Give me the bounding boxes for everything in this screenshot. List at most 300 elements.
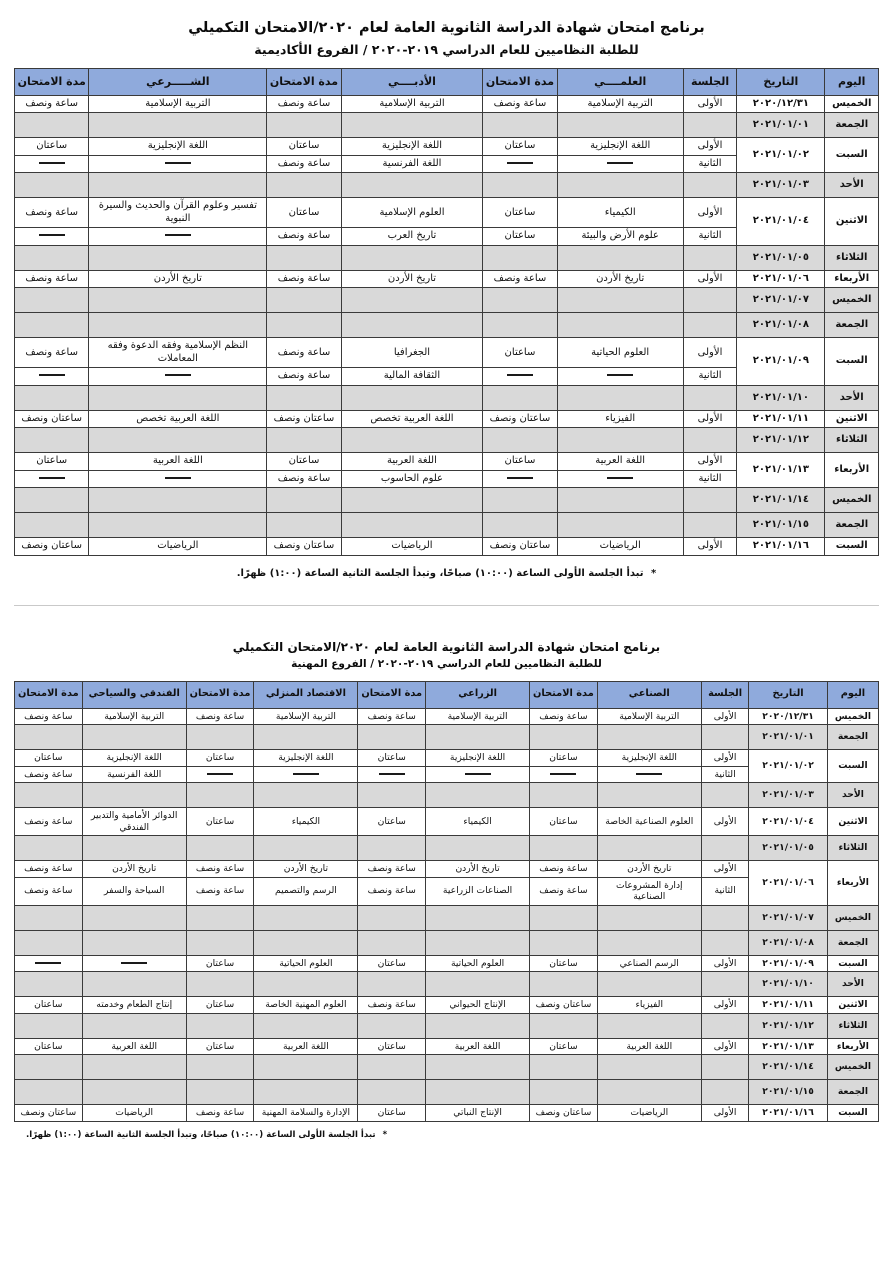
cell-duration (358, 1013, 426, 1038)
cell-date: ٢٠٢١/٠١/١٣ (749, 1038, 828, 1055)
cell-day: الخميس (825, 488, 879, 513)
cell-date: ٢٠٢١/٠١/١٥ (749, 1080, 828, 1105)
cell-subject (597, 725, 701, 750)
cell-session: الأولى (683, 338, 737, 368)
cell-subject (557, 368, 683, 386)
cell-date: ٢٠٢١/٠١/١١ (749, 997, 828, 1014)
cell-duration: ساعتان (15, 453, 89, 471)
table-row (15, 313, 879, 338)
cell-day: الأربعاء (825, 453, 879, 488)
cell-subject (89, 368, 267, 386)
cell-duration (15, 488, 89, 513)
cell-subject (254, 783, 358, 808)
cell-duration (483, 113, 557, 138)
cell-subject (254, 1080, 358, 1105)
cell-duration (15, 470, 89, 488)
cell-subject: اللغة الإنجليزية (597, 750, 701, 767)
cell-duration: ساعة ونصف (483, 270, 557, 288)
cell-duration (15, 725, 83, 750)
cell-subject: علوم الأرض والبيئة (557, 228, 683, 246)
cell-day: الأحد (825, 173, 879, 198)
no-exam-dash (39, 234, 65, 236)
cell-day: الجمعة (825, 113, 879, 138)
cell-subject (82, 836, 186, 861)
cell-day: الاثنين (827, 997, 878, 1014)
cell-subject (82, 930, 186, 955)
cell-subject: الإنتاج النباتي (426, 1105, 530, 1122)
sheet-gap (0, 606, 893, 630)
cell-day: الثلاثاء (825, 428, 879, 453)
cell-subject: الرياضيات (557, 538, 683, 556)
cell-subject: الإنتاج الحيواني (426, 997, 530, 1014)
cell-subject (557, 155, 683, 173)
cell-subject: اللغة الإنجليزية (254, 750, 358, 767)
cell-session (701, 1013, 748, 1038)
cell-duration (15, 1013, 83, 1038)
cell-day: الاثنين (825, 198, 879, 246)
cell-subject: التربية الإسلامية (597, 708, 701, 725)
cell-duration (483, 488, 557, 513)
cell-date: ٢٠٢٠/١٢/٣١ (737, 95, 825, 113)
cell-duration: ساعة ونصف (15, 95, 89, 113)
cell-session (683, 513, 737, 538)
cell-session: الأولى (701, 808, 748, 836)
vocational-titles (14, 638, 879, 673)
table-row (15, 270, 879, 288)
cell-duration (15, 245, 89, 270)
cell-duration (483, 513, 557, 538)
cell-duration: ساعتان (267, 138, 341, 156)
cell-subject: العلوم الإسلامية (341, 198, 483, 228)
cell-subject (597, 1013, 701, 1038)
cell-duration (15, 1055, 83, 1080)
table-row (15, 338, 879, 368)
cell-day: الجمعة (825, 313, 879, 338)
cell-duration (15, 836, 83, 861)
column-header: اليوم (825, 68, 879, 95)
cell-duration: ساعتان (483, 338, 557, 368)
academic-titles (14, 18, 879, 60)
cell-duration: ساعة ونصف (15, 708, 83, 725)
cell-subject (254, 1013, 358, 1038)
table-row (15, 113, 879, 138)
cell-session: الأولى (701, 1105, 748, 1122)
cell-subject: تاريخ الأردن (89, 270, 267, 288)
cell-duration: ساعتان (530, 808, 598, 836)
cell-duration (15, 288, 89, 313)
no-exam-dash (293, 773, 319, 775)
cell-subject: التربية الإسلامية (557, 95, 683, 113)
no-exam-dash (39, 162, 65, 164)
cell-subject: الرسم والتصميم (254, 877, 358, 905)
no-exam-dash (507, 162, 533, 164)
cell-date: ٢٠٢١/٠١/٠٥ (749, 836, 828, 861)
academic-title-sub: للطلبة النظاميين للعام الدراسي ٢٠١٩-٢٠٢٠ / الفروع الأكاديمية (254, 41, 639, 57)
cell-duration: ساعتان (15, 750, 83, 767)
cell-subject: تاريخ الأردن (254, 861, 358, 878)
table-row (15, 95, 879, 113)
cell-day: الخميس (827, 905, 878, 930)
cell-duration (483, 288, 557, 313)
cell-subject: الرياضيات (341, 538, 483, 556)
table-row (15, 783, 879, 808)
no-exam-dash (465, 773, 491, 775)
table-row (15, 1080, 879, 1105)
cell-duration (15, 173, 89, 198)
table-row (15, 428, 879, 453)
cell-duration: ساعة ونصف (267, 228, 341, 246)
cell-session: الأولى (701, 997, 748, 1014)
note-bullet-icon: * (651, 567, 657, 579)
cell-subject (597, 766, 701, 783)
cell-duration (530, 1055, 598, 1080)
cell-duration: ساعتان ونصف (530, 997, 598, 1014)
cell-session (683, 245, 737, 270)
cell-subject (89, 428, 267, 453)
cell-duration: ساعة ونصف (186, 1105, 254, 1122)
table-row (15, 138, 879, 156)
cell-subject (597, 1080, 701, 1105)
cell-duration: ساعتان (358, 750, 426, 767)
cell-date: ٢٠٢١/٠١/١١ (737, 410, 825, 428)
cell-subject: التربية الإسلامية (82, 708, 186, 725)
cell-duration (358, 930, 426, 955)
cell-duration (358, 766, 426, 783)
vocational-schedule-table (14, 681, 879, 1122)
cell-duration: ساعتان (15, 138, 89, 156)
cell-day: الاثنين (827, 808, 878, 836)
cell-duration (186, 1080, 254, 1105)
cell-duration: ساعتان (15, 1038, 83, 1055)
cell-date: ٢٠٢١/٠١/٠٩ (749, 955, 828, 972)
cell-duration: ساعة ونصف (530, 861, 598, 878)
cell-date: ٢٠٢١/٠١/٠٨ (749, 930, 828, 955)
cell-duration: ساعتان (530, 1038, 598, 1055)
note-bullet-icon: * (382, 1129, 388, 1140)
cell-duration (267, 173, 341, 198)
cell-duration: ساعتان (530, 750, 598, 767)
cell-session (701, 1055, 748, 1080)
table-row (15, 1038, 879, 1055)
cell-duration: ساعة ونصف (15, 766, 83, 783)
column-header: الاقتصاد المنزلي (254, 681, 358, 708)
cell-duration (358, 783, 426, 808)
column-header: الجلسة (683, 68, 737, 95)
column-header: مدة الامتحان (186, 681, 254, 708)
cell-subject (254, 972, 358, 997)
cell-subject (254, 1055, 358, 1080)
cell-day: الجمعة (827, 725, 878, 750)
cell-subject: اللغة الإنجليزية (426, 750, 530, 767)
cell-duration (15, 783, 83, 808)
cell-date: ٢٠٢١/٠١/٠٣ (749, 783, 828, 808)
cell-subject (597, 783, 701, 808)
cell-subject: الرياضيات (82, 1105, 186, 1122)
cell-duration (483, 368, 557, 386)
cell-subject (82, 905, 186, 930)
cell-date: ٢٠٢١/٠١/١٠ (737, 385, 825, 410)
cell-subject (426, 766, 530, 783)
cell-subject (254, 766, 358, 783)
cell-subject: الصناعات الزراعية (426, 877, 530, 905)
cell-duration (530, 930, 598, 955)
table-row (15, 930, 879, 955)
no-exam-dash (379, 773, 405, 775)
table-row (15, 173, 879, 198)
cell-duration (530, 783, 598, 808)
cell-duration: ساعة ونصف (15, 338, 89, 368)
cell-day: الأربعاء (825, 270, 879, 288)
cell-subject (82, 1055, 186, 1080)
table-row (15, 538, 879, 556)
cell-day: الاثنين (825, 410, 879, 428)
cell-duration (483, 245, 557, 270)
cell-session (683, 428, 737, 453)
cell-subject: الفيزياء (557, 410, 683, 428)
table-row (15, 750, 879, 767)
cell-date: ٢٠٢١/٠١/٠٩ (737, 338, 825, 386)
table-row (15, 997, 879, 1014)
table-row (15, 1105, 879, 1122)
cell-day: الأربعاء (827, 1038, 878, 1055)
cell-duration: ساعتان (267, 453, 341, 471)
cell-date: ٢٠٢١/٠١/٠٢ (737, 138, 825, 173)
cell-date: ٢٠٢١/٠١/١٣ (737, 453, 825, 488)
cell-date: ٢٠٢١/٠١/٠٥ (737, 245, 825, 270)
no-exam-dash (165, 477, 191, 479)
cell-subject: التربية الإسلامية (89, 95, 267, 113)
cell-subject (557, 245, 683, 270)
cell-day: السبت (827, 750, 878, 783)
cell-session: الأولى (701, 1038, 748, 1055)
table-row (15, 385, 879, 410)
cell-subject: إدارة المشروعات الصناعية (597, 877, 701, 905)
cell-session: الأولى (701, 955, 748, 972)
table-row (15, 905, 879, 930)
cell-duration: ساعتان (186, 955, 254, 972)
table-row (15, 288, 879, 313)
cell-duration: ساعتان (186, 997, 254, 1014)
cell-subject: الفيزياء (597, 997, 701, 1014)
cell-date: ٢٠٢٠/١٢/٣١ (749, 708, 828, 725)
cell-subject (426, 1055, 530, 1080)
cell-subject: اللغة العربية (254, 1038, 358, 1055)
cell-subject: العلوم المهنية الخاصة (254, 997, 358, 1014)
cell-session (683, 288, 737, 313)
vocational-note (14, 1130, 879, 1140)
academic-title-main: برنامج امتحان شهادة الدراسة الثانوية العامة لعام ٢٠٢٠/الامتحان التكميلي (188, 20, 705, 36)
table-row (15, 808, 879, 836)
cell-subject (557, 173, 683, 198)
column-header: الصناعي (597, 681, 701, 708)
cell-duration (186, 972, 254, 997)
cell-duration (530, 1080, 598, 1105)
cell-duration (15, 930, 83, 955)
cell-subject (557, 113, 683, 138)
cell-duration (15, 428, 89, 453)
cell-duration: ساعة ونصف (267, 338, 341, 368)
cell-date: ٢٠٢١/٠١/١٥ (737, 513, 825, 538)
table-row (15, 861, 879, 878)
cell-duration: ساعة ونصف (358, 861, 426, 878)
cell-subject: العلوم الحياتية (557, 338, 683, 368)
cell-subject (557, 488, 683, 513)
cell-duration: ساعة ونصف (267, 470, 341, 488)
cell-session: الأولى (683, 198, 737, 228)
cell-subject: تاريخ الأردن (426, 861, 530, 878)
cell-duration: ساعتان ونصف (15, 538, 89, 556)
cell-duration: ساعة ونصف (186, 708, 254, 725)
cell-subject (89, 245, 267, 270)
cell-subject: العلوم الحياتية (254, 955, 358, 972)
cell-date: ٢٠٢١/٠١/١٤ (749, 1055, 828, 1080)
cell-duration: ساعتان (358, 808, 426, 836)
cell-duration: ساعتان ونصف (15, 410, 89, 428)
cell-duration: ساعتان (483, 138, 557, 156)
cell-duration (15, 368, 89, 386)
cell-subject (82, 1013, 186, 1038)
cell-subject: الدوائر الأمامية والتدبير الفندقي (82, 808, 186, 836)
cell-subject (254, 836, 358, 861)
cell-duration: ساعة ونصف (15, 808, 83, 836)
cell-duration (483, 470, 557, 488)
table-row (15, 453, 879, 471)
cell-subject: النظم الإسلامية وفقه الدعوة وفقه المعاملات (89, 338, 267, 368)
cell-day: الجمعة (827, 930, 878, 955)
cell-subject (82, 972, 186, 997)
cell-duration (358, 1080, 426, 1105)
cell-subject: اللغة العربية (82, 1038, 186, 1055)
cell-date: ٢٠٢١/٠١/١٦ (737, 538, 825, 556)
cell-subject: علوم الحاسوب (341, 470, 483, 488)
cell-date: ٢٠٢١/٠١/١٠ (749, 972, 828, 997)
cell-duration (186, 930, 254, 955)
cell-subject: الرسم الصناعي (597, 955, 701, 972)
vocational-table-head (15, 681, 879, 708)
academic-table-body (15, 95, 879, 555)
cell-subject (597, 930, 701, 955)
no-exam-dash (607, 477, 633, 479)
cell-duration: ساعتان (186, 750, 254, 767)
cell-subject (89, 173, 267, 198)
cell-subject (341, 113, 483, 138)
table-row (15, 410, 879, 428)
cell-subject (426, 930, 530, 955)
cell-session: الثانية (683, 228, 737, 246)
cell-subject: الكيمياء (426, 808, 530, 836)
cell-subject (341, 313, 483, 338)
cell-day: الخميس (827, 708, 878, 725)
cell-duration (483, 173, 557, 198)
cell-day: السبت (827, 955, 878, 972)
cell-duration: ساعة ونصف (267, 368, 341, 386)
cell-subject (82, 783, 186, 808)
cell-subject: تاريخ الأردن (82, 861, 186, 878)
vocational-title-main: برنامج امتحان شهادة الدراسة الثانوية العامة لعام ٢٠٢٠/الامتحان التكميلي (232, 639, 661, 654)
cell-duration: ساعتان (267, 198, 341, 228)
cell-duration (530, 905, 598, 930)
cell-day: السبت (825, 338, 879, 386)
table-row (15, 488, 879, 513)
cell-day: الثلاثاء (827, 1013, 878, 1038)
cell-session: الأولى (701, 861, 748, 878)
cell-subject: الجغرافيا (341, 338, 483, 368)
schedule-sheet-academic (0, 0, 893, 606)
cell-subject (89, 470, 267, 488)
cell-day: الأحد (827, 972, 878, 997)
cell-day: السبت (825, 138, 879, 173)
table-row (15, 245, 879, 270)
cell-duration (358, 836, 426, 861)
cell-duration: ساعتان (358, 955, 426, 972)
cell-duration: ساعة ونصف (15, 861, 83, 878)
cell-duration (15, 228, 89, 246)
cell-duration (530, 972, 598, 997)
cell-session (683, 385, 737, 410)
cell-subject (426, 1080, 530, 1105)
cell-date: ٢٠٢١/٠١/٠٦ (749, 861, 828, 906)
no-exam-dash (165, 162, 191, 164)
cell-subject (341, 245, 483, 270)
cell-duration: ساعة ونصف (186, 877, 254, 905)
no-exam-dash (550, 773, 576, 775)
cell-subject: اللغة الفرنسية (341, 155, 483, 173)
cell-subject: العلوم الحياتية (426, 955, 530, 972)
no-exam-dash (507, 374, 533, 376)
cell-subject: التربية الإسلامية (341, 95, 483, 113)
cell-duration (267, 428, 341, 453)
cell-duration (186, 1013, 254, 1038)
cell-day: الأربعاء (827, 861, 878, 906)
cell-duration: ساعتان (186, 1038, 254, 1055)
cell-subject: اللغة الإنجليزية (341, 138, 483, 156)
academic-table-head (15, 68, 879, 95)
cell-session: الأولى (683, 138, 737, 156)
cell-duration (186, 725, 254, 750)
cell-session (701, 905, 748, 930)
column-header: التاريخ (749, 681, 828, 708)
cell-subject (89, 288, 267, 313)
cell-duration: ساعة ونصف (530, 877, 598, 905)
cell-duration (267, 288, 341, 313)
cell-duration (358, 1055, 426, 1080)
cell-duration: ساعة ونصف (15, 877, 83, 905)
academic-schedule-table (14, 68, 879, 556)
cell-duration (267, 385, 341, 410)
table-row (15, 836, 879, 861)
cell-duration (483, 428, 557, 453)
cell-duration: ساعتان (483, 198, 557, 228)
cell-subject (426, 783, 530, 808)
cell-duration (186, 1055, 254, 1080)
cell-duration: ساعة ونصف (530, 708, 598, 725)
cell-duration (358, 972, 426, 997)
cell-subject (426, 1013, 530, 1038)
vocational-note-text: تبدأ الجلسة الأولى الساعة (١٠:٠٠) صباحًا، وتبدأ الجلسة الثانية الساعة (١:٠٠) ظهرًا. (26, 1129, 376, 1140)
cell-session (701, 972, 748, 997)
no-exam-dash (607, 162, 633, 164)
no-exam-dash (39, 477, 65, 479)
cell-subject (89, 385, 267, 410)
cell-duration: ساعة ونصف (267, 95, 341, 113)
cell-session (701, 836, 748, 861)
cell-subject (341, 288, 483, 313)
cell-duration (483, 385, 557, 410)
cell-subject (341, 385, 483, 410)
cell-subject (557, 470, 683, 488)
cell-subject (557, 288, 683, 313)
cell-subject: الكيمياء (254, 808, 358, 836)
